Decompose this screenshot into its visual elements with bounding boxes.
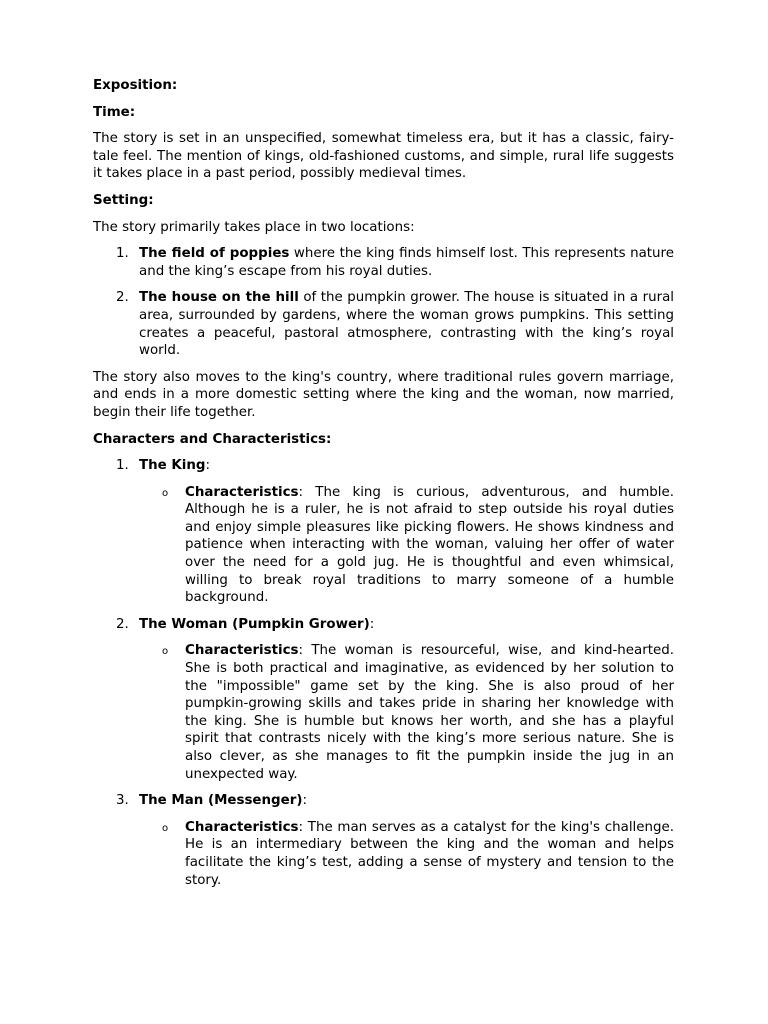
characteristics-text: : The woman is resourceful, wise, and kind-hearted. She is both practical and imaginative, as evidenced by her solution to the "impossible" game set by the king. She is also proud of her pumpkin-growing skills and takes pride in sharing her knowledge with the king. She is humble but knows her worth, and she has a playful spirit that contrasts nicely with the king’s more serious nature. She is also clever, as she manages to fit the pumpkin inside the jug in an unexpected way.: [185, 643, 674, 782]
character-item: [93, 792, 674, 889]
list-number: 2.: [116, 290, 129, 306]
circle-bullet-icon: o: [162, 646, 169, 658]
character-characteristics: [139, 642, 674, 783]
characteristics-text: : The king is curious, adventurous, and humble. Although he is a ruler, he is not afraid to step outside his royal duties and enjoy simple pleasures like picking flowers. He shows kindness and patience when interacting with the woman, valuing her offer of water over the need for a gold jug. He is thoughtful and even whimsical, willing to break royal traditions to marry someone of a humble background.: [185, 484, 674, 606]
character-sublist: [139, 819, 674, 889]
setting-item-text: of the pumpkin grower. The house is situated in a rural area, surrounded by gardens, where the woman grows pumpkins. This setting creates a peaceful, pastoral atmosphere, contrasting with the king’s royal world.: [139, 290, 674, 359]
character-name-colon: :: [205, 458, 211, 474]
character-name-colon: :: [369, 616, 375, 632]
circle-bullet-icon: o: [162, 822, 169, 834]
setting-heading: Setting:: [93, 192, 154, 208]
character-item: [93, 616, 674, 783]
setting-item: [93, 289, 674, 359]
setting-item-text: where the king finds himself lost. This represents nature and the king’s escape from his royal duties.: [139, 246, 674, 279]
character-name-colon: :: [302, 793, 307, 809]
list-number: 1.: [116, 246, 129, 262]
characters-heading: Characters and Characteristics:: [93, 431, 332, 447]
setting-list: [93, 245, 674, 360]
time-paragraph: The story is set in an unspecified, somewhat timeless era, but it has a classic, fairy-tale feel. The mention of kings, old-fashioned customs, and simple, rural life suggests it takes place in a past period, possibly medieval times.: [93, 131, 674, 182]
characteristics-label: Characteristics: [185, 643, 299, 659]
character-name: The Man (Messenger): [139, 793, 303, 809]
list-number: 1.: [116, 458, 129, 474]
characteristics-label: Characteristics: [185, 819, 299, 835]
character-sublist: [139, 642, 674, 783]
character-item: [93, 457, 674, 607]
list-number: 3.: [116, 793, 129, 809]
setting-intro: The story primarily takes place in two locations:: [93, 219, 415, 235]
setting-item: [93, 245, 674, 280]
character-name: The Woman (Pumpkin Grower): [139, 616, 370, 632]
setting-item-title: The house on the hill: [139, 290, 299, 306]
setting-closing-paragraph: The story also moves to the king's country, where traditional rules govern marriage, and ends in a more domestic setting where the king and the woman, now married, begin their life together.: [93, 369, 674, 420]
character-characteristics: [139, 819, 674, 889]
list-number: 2.: [116, 616, 129, 632]
characteristics-text: : The man serves as a catalyst for the king's challenge. He is an intermediary between the king and the woman and helps facilitate the king’s test, adding a sense of mystery and tension to the story.: [185, 819, 674, 888]
document-page: [93, 77, 674, 898]
exposition-heading: Exposition:: [93, 78, 178, 93]
character-sublist: [139, 484, 674, 607]
characteristics-label: Characteristics: [185, 484, 299, 500]
circle-bullet-icon: o: [162, 487, 169, 499]
time-heading: Time:: [93, 104, 136, 120]
setting-item-title: The field of poppies: [139, 246, 290, 262]
character-characteristics: [139, 484, 674, 607]
characters-list: [93, 457, 674, 889]
character-name: The King: [139, 458, 206, 474]
